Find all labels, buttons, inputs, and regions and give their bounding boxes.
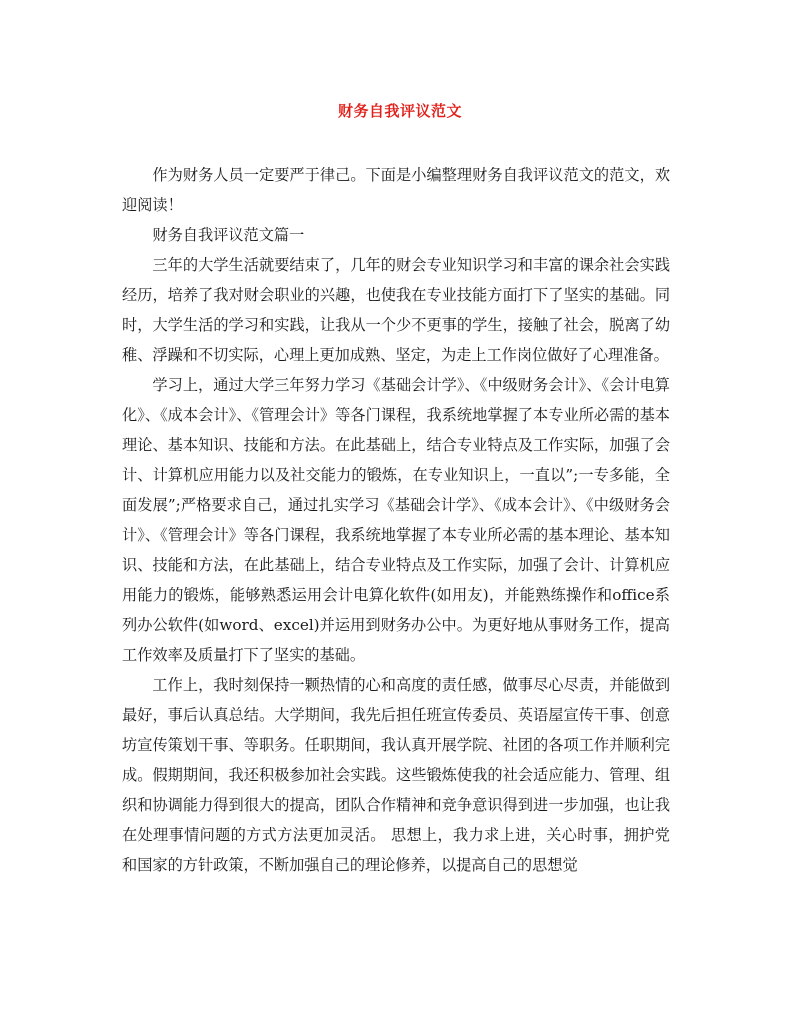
document-body — [122, 160, 670, 880]
paragraph-intro: 作为财务人员一定要严于律己。下面是小编整理财务自我评议范文的范文，欢迎阅读！ — [122, 166, 670, 214]
document-title: 财务自我评议范文 — [337, 102, 462, 120]
paragraph-study: 学习上，通过大学三年努力学习《基础会计学》、《中级财务会计》、《会计电算化》、《成本会计》、《管理会计》等各门课程，我系统地掌握了本专业所必需的基本理论、基本知识、技能和方法。在此基础上，结合专业特点及工作实际，加强了会计、计算机应用能力以及社交能力的锻炼，在专业知识上，一直以”;一专多能，全面发展”;严格要求自己，通过扎实学习《基础会计学》、《成本会计》、《中级财务会计》、《管理会计》等各门课程，我系统地掌握了本专业所必需的基本理论、基本知识、技能和方法，在此基础上，结合专业特点及工作实际，加强了会计、计算机应用能力的锻炼，能够熟悉运用会计电算化软件(如用友)，并能熟练操作和office系列办公软件(如word、excel)并运用到财务办公中。为更好地从事财务工作，提高工作效率及质量打下了坚实的基础。 — [122, 376, 670, 664]
paragraph-college-life: 三年的大学生活就要结束了，几年的财会专业知识学习和丰富的课余社会实践经历，培养了我对财会职业的兴趣，也使我在专业技能方面打下了坚实的基础。同时，大学生活的学习和实践，让我从一个少不更事的学生，接触了社会，脱离了幼稚、浮躁和不切实际，心理上更加成熟、坚定，为走上工作岗位做好了心理准备。 — [122, 256, 670, 364]
paragraph-section-heading: 财务自我评议范文篇一 — [152, 226, 305, 244]
paragraph-work: 工作上，我时刻保持一颗热情的心和高度的责任感，做事尽心尽责，并能做到最好，事后认真总结。大学期间，我先后担任班宣传委员、英语屋宣传干事、创意坊宣传策划干事、等职务。任职期间，我认真开展学院、社团的各项工作并顺利完成。假期期间，我还积极参加社会实践。这些锻炼使我的社会适应能力、管理、组织和协调能力得到很大的提高，团队合作精神和竞争意识得到进一步加强，也让我在处理事情问题的方式方法更加灵活。 思想上，我力求上进，关心时事，拥护党和国家的方针政策，不断加强自己的理论修养，以提高自己的思想觉 — [122, 676, 670, 874]
